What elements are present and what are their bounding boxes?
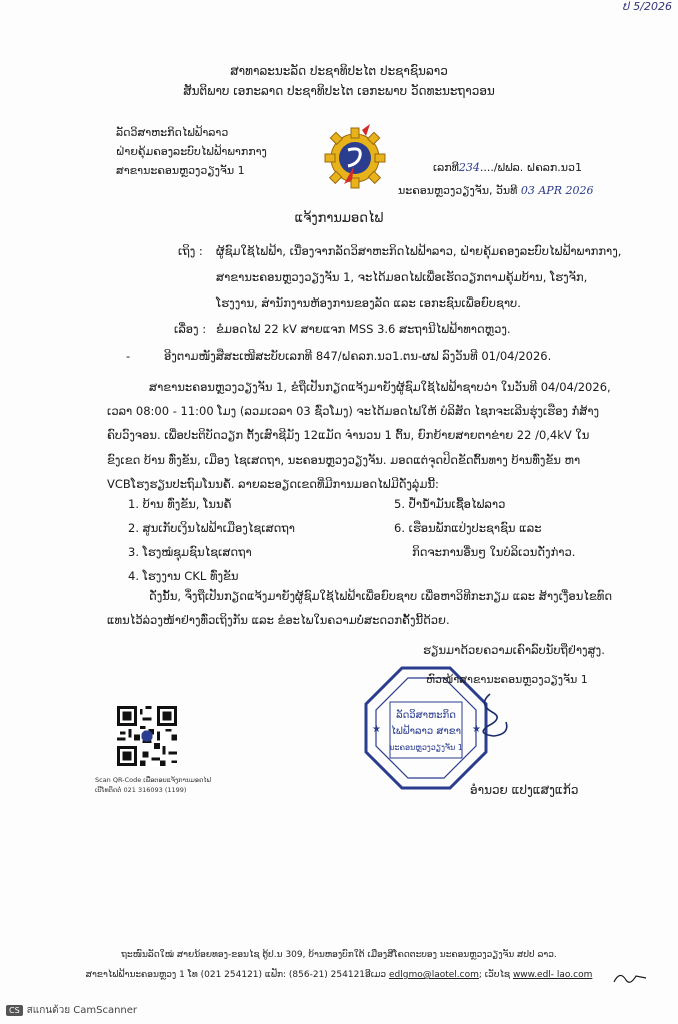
reference-number: ເລກທີ234..../ຟຟລ. ຝຄລກ.ນວ1	[433, 161, 583, 174]
list-item-6-cont: ກິດຈະການອື່ນໆ ໃນບໍລິເວນດັ່ງກ່າວ.	[412, 545, 576, 559]
list-item-4: 4. ໂຮງງານ CKL ທົ່ງຂັນ	[128, 569, 239, 583]
list-item-6: 6. ເຮືອນພັກແປ່ງປະຊາຊົນ ແລະ	[394, 521, 542, 535]
body-line-5: VCBໂຮງຮຽນປະຖົມໂນນຄໍ້. ລາຍລະອຽດເຂດທີ່ມີການມອດໄຟມີດັ່ງລຸ່ມນີ້:	[107, 477, 439, 491]
corner-serial: ປ 5/2026	[623, 0, 672, 13]
to-line-1: ຜູ້ຊົມໃຊ້ໄຟຟ້າ, ເນື່ອງຈາກລັດວິສາຫະກິດໄຟຟ້າລາວ, ຝ່າຍຄຸ້ມຄອງລະບົບໄຟຟ້າພາກກາງ,	[216, 244, 622, 258]
body-line-1: ສາຂານະຄອນຫຼວງວຽງຈັນ 1, ຂໍຖືເປັນກຽດແຈ້ງມາຍັງຜູ້ຊົມໃຊ້ໄຟຟ້າຊາບວ່າ ໃນວັນທີ 04/04/2026,	[149, 380, 611, 394]
reference-bullet: -	[126, 349, 131, 363]
stamp-line1: ລັດວິສາຫະກິດ	[396, 710, 456, 721]
svg-text:★: ★	[472, 724, 481, 735]
footer-contact: ສາຂາໄຟຟ້ານະຄອນຫຼວງ 1 ໂທ (021 254121) ແຟັກ: (856-21) 254121ອີເມວ edlgmo@laotel.com; ເວັບໄຊ www.edl- lao.com	[85, 970, 593, 980]
document-title: ແຈ້ງການມອດໄຟ	[294, 211, 384, 226]
initials-icon	[610, 968, 650, 988]
camscanner-watermark: CS สแกนด้วย CamScanner	[6, 1003, 137, 1018]
to-line-3: ໂຮງງານ, ສໍານັກງານຫ້ອງການຂອງລັດ ແລະ ເອກະຊົນເພື່ອຍົບຊາບ.	[216, 296, 521, 310]
footer-web-link[interactable]: www.edl- lao.com	[512, 970, 593, 980]
list-item-1: 1. ບ້ານ ທົ່ງຂັນ, ໂນນຄໍ້	[128, 497, 232, 511]
national-header-line1: ສາທາລະນະລັດ ປະຊາທິປະໄຕ ປະຊາຊົນລາວ	[230, 64, 448, 78]
closing-line-2: ແທນໄວ້ລ່ວງໜ້າຢ່າງທົ່ວເຖິງກັນ ແລະ ຂໍອະໄພໃນຄວາມບໍ່ສະດວກຄັ້ງນີ້ດ້ວຍ.	[107, 613, 450, 627]
camscanner-badge-icon: CS	[6, 1005, 23, 1016]
edl-gear-logo-icon	[318, 122, 392, 192]
signatory-name: ອຳນວຍ ແປງແສງແກ້ວ	[470, 783, 579, 797]
body-line-3: ຄົບວົງຈອນ. ເພື່ອປະຕິບັດວຽກ ຕັ້ງເສົາຊີມັງ 12ແມັດ ຈໍານວນ 1 ຕົ້ນ, ຍົກຍ້າຍສາຍຕາຂ່າຍ 22 /0,4kV ໃນ	[107, 428, 590, 442]
body-line-4: ຂົງເຂດ ບ້ານ ທົ່ງຂັນ, ເມືອງ ໄຊເສດຖາ, ນະຄອນຫຼວງວຽງຈັນ. ມອດແຕ່ຈຸດປິດຂັດຕົ້ນທາງ ບ້ານທົ່ງຂັນ ຫາ	[107, 453, 581, 467]
reference-date: ນະຄອນຫຼວງວຽງຈັນ, ວັນທີ 03 APR 2026	[398, 184, 594, 197]
subject-text: ຂໍມອດໄຟ 22 kV ສາຍແຈກ MSS 3.6 ສະຖານີໄຟຟ້າທາດຫຼວງ.	[216, 322, 511, 336]
subject-label: ເລື່ອງ :	[174, 322, 207, 336]
to-line-2: ສາຂານະຄອນຫຼວງວຽງຈັນ 1, ຈະໄດ້ມອດໄຟເພື່ອເຮັດວຽກຕາມຄຸ້ມບ້ານ, ໂຮງຈັກ,	[216, 270, 588, 284]
closing-line-1: ດັ່ງນັ້ນ, ຈຶ່ງຖືເປັນກຽດແຈ້ງມາຍັງຜູ້ຊົມໃຊ້ໄຟຟ້າເພື່ອຍົບຊາບ ເພື່ອຫາວິທີກະກຽມ ແລະ ສ້າງເງື່ອນໄຂທົດ	[149, 589, 613, 603]
qr-code-icon[interactable]	[117, 706, 177, 766]
org-line3: ສາຂານະຄອນຫຼວງວຽງຈັນ 1	[116, 164, 245, 177]
list-item-5: 5. ປໍ້ານໍ້າມັນເຊື້ອໄຟລາວ	[394, 497, 506, 511]
footer-address: ຖະໜົນລັດໃໝ່ ສາຍນ້ອຍທອງ-ຂອນໄຊ ຕູ້ປ.ນ 309, ບ້ານຫອງບົກໃຕ້ ເມືອງສີໂຄດຕະບອງ ນະຄອນຫຼວງວຽງຈັນ ສປປ ລາວ.	[121, 950, 557, 960]
org-line1: ລັດວິສາຫະກິດໄຟຟ້າລາວ	[116, 126, 229, 139]
footer-email-link[interactable]: edlgmo@laotel.com	[388, 970, 479, 980]
qr-caption-line2: ເບີໂທຕິດຕໍ່ 021 316093 (1199)	[95, 786, 187, 794]
list-item-2: 2. ສູນເກັບເງິນໄຟຟ້າເມືອງໄຊເສດຖາ	[128, 521, 296, 535]
list-item-3: 3. ໂຮງໝໍຊຸມຊົນໄຊເສດຖາ	[128, 545, 252, 559]
stamp-line3: ນະຄອນຫຼວງວຽງຈັນ 1	[389, 743, 463, 752]
stamp-line2: ໄຟຟ້າລາວ ສາຂາ	[390, 726, 462, 737]
to-label: ເຖິງ :	[178, 244, 203, 258]
regards-line: ຮຽນມາດ້ວຍຄວາມເຄົາລົບນັບຖືຢ່າງສູງ.	[423, 643, 605, 657]
national-header-line2: ສັນຕິພາບ ເອກະລາດ ປະຊາທິປະໄຕ ເອກະພາບ ວັດທະນະຖາວອນ	[183, 84, 495, 98]
svg-text:★: ★	[372, 724, 381, 735]
body-line-2: ເວລາ 08:00 - 11:00 ໂມງ (ລວມເວລາ 03 ຊົ່ວໂມງ) ຈະໄດ້ມອດໄຟໃຫ້ ບໍລິສັດ ໄຊກຈະເລີນຮຸ່ງເຮືອງ ກໍ່ສ້າງ	[107, 404, 600, 418]
org-line2: ຝ່າຍຄຸ້ມຄອງລະບົບໄຟຟ້າພາກກາງ	[116, 145, 267, 158]
signature-icon	[470, 690, 530, 740]
signatory-title: ຫົວໜ້າສາຂານະຄອນຫຼວງວຽງຈັນ 1	[426, 673, 588, 686]
qr-caption-line1: Scan QR-Code ເພື່ອຕອບແຈ້ງການມອດໄຟ	[95, 776, 211, 784]
reference-line: ອີງຕາມໜັງສືສະເໜີສະບັບເລກທີ 847/ຝຄລກ.ນວ1.ຕນ-ຜຟ ລົງວັນທີ 01/04/2026.	[164, 349, 552, 363]
